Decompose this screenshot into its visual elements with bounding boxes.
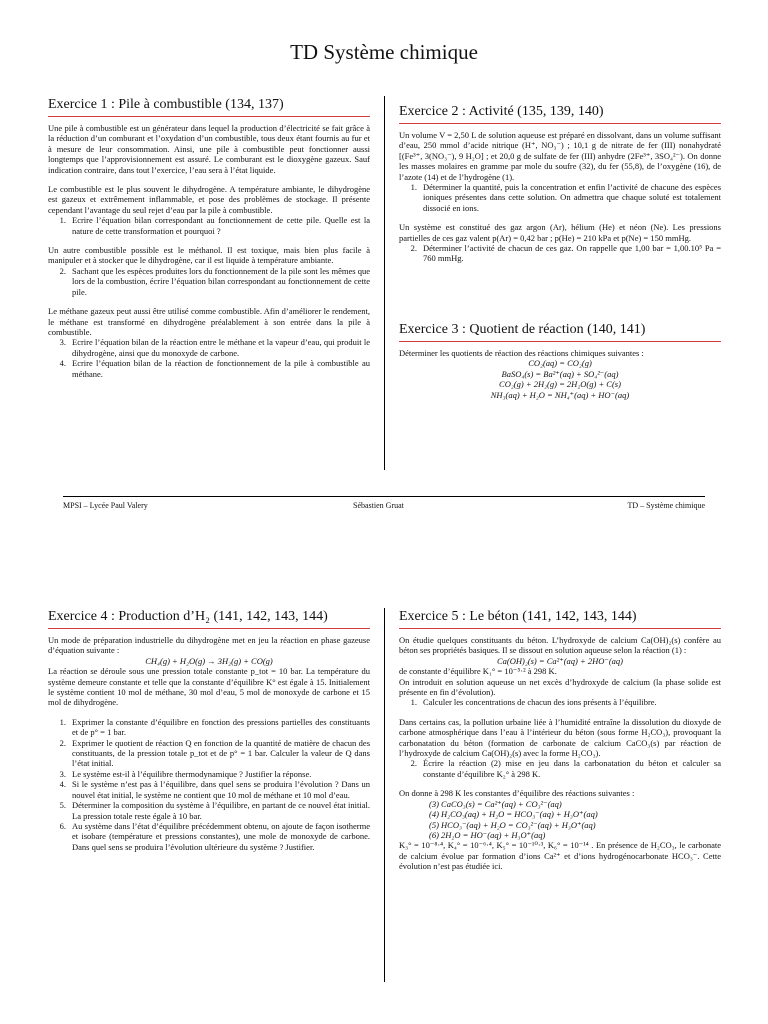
ex4-equation: CH₄(g) + H₂O(g) → 3H₂(g) + CO(g): [145, 655, 273, 666]
ex5-equation: Ca(OH)₂(s) = Ca²⁺(aq) + 2HO⁻(aq): [496, 655, 624, 666]
ex5-paragraph: On étudie quelques constituants du béton. L’hydroxyde de calcium Ca(OH)₂(s) confère au béton ses propriétés basiques. Il se dissout en solution aqueuse selon la réaction (1) :: [399, 635, 721, 656]
ex4-question: 5. Déterminer la composition du système à l’équilibre, en partant de ce nouvel état initial. La pression totale reste égale à 10 bar.: [59, 800, 370, 821]
footer-right: TD – Système chimique: [627, 501, 705, 510]
ex3-equation: BaSO₄(s) = Ba²⁺(aq) + SO₄²⁻(aq): [501, 368, 619, 379]
ex3-equation: NH₃(aq) + H₂O = NH₄⁺(aq) + HO⁻(aq): [490, 389, 630, 400]
ex1-paragraph: Le méthane gazeux peut aussi être utilisé comme combustible. Afin d’améliorer le rendement, le méthane est transformé en dihydrogène préalablement à son entrée dans la pile à combustible.: [48, 306, 370, 337]
ex5-reaction: (6) 2H₂O = HO⁻(aq) + H₃O⁺(aq): [429, 829, 546, 840]
exercise-5-heading: Exercice 5 : Le béton (141, 142, 143, 144): [399, 608, 721, 629]
ex1-question: 3. Ecrire l’équation bilan de la réaction entre le méthane et la vapeur d’eau, qui produit le dihydrogène, ainsi que du monoxyde de carbone.: [59, 337, 370, 358]
ex1-paragraph: Le combustible est le plus souvent le dihydrogène. A température ambiante, le dihydrogène est gazeux et extrêmement inflammable, et pose des problèmes de stockage. Il présente cependant l’avantage du seul rejet d’eau par la pile à combustible.: [48, 184, 370, 215]
ex1-question: 4. Ecrire l’équation bilan de la réaction de fonctionnement de la pile à combustible au méthane.: [59, 358, 370, 379]
page-footer: [63, 496, 705, 510]
ex1-question: 2. Sachant que les espèces produites lors du fonctionnement de la pile sont les mêmes que lors de la combustion, écrire l’équation bilan correspondant au fonctionnement de cette pile.: [59, 265, 370, 297]
ex5-paragraph: K₃° = 10⁻⁸·⁴, K₄° = 10⁻⁶·⁴, K₅° = 10⁻¹⁰·³, K₆° = 10⁻¹⁴ . En présence de H₂CO₃, le carbonate de calcium évolue par formation d’ions Ca²⁺ et d’ions hydrogénocarbonate HCO₃⁻. Cette évolution n’est pas étudiée ici.: [399, 840, 721, 872]
ex4-question: 1. Exprimer la constante d’équilibre en fonction des pressions partielles des constituants et de p° = 1 bar.: [59, 716, 370, 738]
ex5-question: 2. Écrire la réaction (2) mise en jeu dans la carbonatation du béton et calculer sa constante d’équilibre K₂° à 298 K.: [410, 758, 721, 779]
ex3-equation: CO₂(aq) = CO₂(g): [528, 358, 592, 369]
ex2-question: 1. Déterminer la quantité, puis la concentration et enfin l’activité de chacune des espèces ioniques présentes dans cette solution. On admettra que chaque soluté est totalement dissocié en ions.: [410, 182, 721, 213]
exercise-4-heading: Exercice 4 : Production d’H₂ (141, 142, 143, 144): [48, 608, 370, 629]
column-divider: [384, 96, 385, 470]
exercise-1-heading: Exercice 1 : Pile à combustible (134, 137): [48, 96, 370, 117]
exercise-5: [399, 608, 721, 872]
ex2-question: 2. Déterminer l’activité de chacun de ces gaz. On rappelle que 1,00 bar = 1,00.10⁵ Pa = 760 mmHg.: [410, 243, 721, 264]
exercise-1: [48, 96, 370, 379]
ex4-paragraph: Un mode de préparation industrielle du dihydrogène met en jeu la réaction en phase gazeuse d’équation suivante :: [48, 635, 370, 656]
ex4-question: 3. Le système est-il à l’équilibre thermodynamique ? Justifier la réponse.: [59, 768, 312, 779]
ex5-reaction: (3) CaCO₃(s) = Ca²⁺(aq) + CO₃²⁻(aq): [429, 798, 562, 809]
exercise-4: [48, 608, 370, 852]
ex4-question: 6. Au système dans l’état d’équilibre précédemment obtenu, on ajoute de façon isotherme et isobare (température et pressions constantes), une mole de monoxyde de carbone. Dans quel sens se produira l’évolution ultérieure du système ? Justifier.: [59, 820, 370, 852]
ex5-reaction: (5) HCO₃⁻(aq) + H₂O = CO₃²⁻(aq) + H₃O⁺(aq): [429, 819, 596, 830]
ex3-intro: Déterminer les quotients de réaction des réactions chimiques suivantes :: [399, 348, 644, 358]
ex5-paragraph: de constante d’équilibre K₁° = 10⁻⁵·² à 298 K.: [399, 666, 557, 677]
ex4-question: 2. Exprimer le quotient de réaction Q en fonction de la quantité de matière de chacun des constituants, de la pression totale p_tot et de p° = 1 bar. Calculer la valeur de Q dans l’état initial.: [59, 737, 370, 769]
ex5-paragraph: On donne à 298 K les constantes d’équilibre des réactions suivantes :: [399, 788, 635, 799]
footer-left: MPSI – Lycée Paul Valery: [63, 501, 148, 510]
ex2-paragraph: Un volume V = 2,50 L de solution aqueuse est préparé en dissolvant, dans un volume suffisant d’eau, 250 mmol d’acide nitrique (H⁺, NO₃⁻) ; 10,1 g de nitrate de fer (III) nonahydraté [(Fe³⁺, 3(NO₃⁻), 9 H₂O] ; et 20,0 g de sulfate de fer (III) anhydre (2Fe³⁺, 3SO₄²⁻). On donne les masses molaires en gramme par mole du soufre (32), du fer (55,8), de l’oxygène (16), de l’azote (14) et de l’hydrogène (1).: [399, 130, 721, 182]
ex5-reaction: (4) H₂CO₃(aq) + H₂O = HCO₃⁻(aq) + H₃O⁺(aq): [429, 809, 598, 820]
ex3-equation: CO₂(g) + 2H₂(g) = 2H₂O(g) + C(s): [499, 379, 621, 390]
page-title: TD Système chimique: [290, 40, 478, 64]
exercise-2-heading: Exercice 2 : Activité (135, 139, 140): [399, 103, 721, 124]
ex5-paragraph: Dans certains cas, la pollution urbaine liée à l’humidité entraîne la dissolution du dioxyde de carbone atmosphérique dans l’eau à l’intérieur du béton (sous forme H₂CO₃), provoquant la carbonatation du béton (formation de carbonate de calcium CaCO₃(s) par réaction de l’hydroxyde de calcium Ca(OH)₂(s) avec la forme H₂CO₃).: [399, 716, 721, 759]
ex4-question: 4. Si le système n’est pas à l’équilibre, dans quel sens se produira l’évolution ? Dans un nouvel état initial, le système ne contient que 10 mol de méthane et 10 mol d’eau.: [59, 779, 370, 800]
exercise-3-heading: Exercice 3 : Quotient de réaction (140, 141): [399, 321, 721, 342]
ex5-paragraph: On introduit en solution aqueuse un net excès d’hydroxyde de calcium (la phase solide est présente en fin d’évolution).: [399, 676, 721, 698]
ex1-paragraph: Une pile à combustible est un générateur dans lequel la production d’électricité se fait grâce à la réduction d’un comburant et l’oxydation d’un combustible, tous deux étant fournis au fur et à mesure de leur consommation. Ainsi, une pile à combustible peut fonctionner aussi longtemps que l’approvisionnement est assuré. Le comburant est le dioxygène gazeux. Sauf indication contraire, dans tout l’exercice, l’eau sera à l’état liquide.: [48, 123, 370, 175]
ex4-paragraph: La réaction se déroule sous une pression totale constante p_tot = 10 bar. La température du système demeure constante et telle que la constante d’équilibre K° est égale à 15. Initialement le système contient 10 mol de méthane, 30 mol d’eau, 5 mol de monoxyde de carbone et 15 mol de dihydrogène.: [48, 666, 370, 708]
ex5-question: 1. Calculer les concentrations de chacun des ions présents à l’équilibre.: [410, 697, 657, 708]
exercise-3: [399, 321, 721, 400]
exercise-2: [399, 103, 721, 264]
footer-center: Sébastien Gruat: [353, 501, 404, 510]
ex2-paragraph: Un système est constitué des gaz argon (Ar), hélium (He) et néon (Ne). Les pressions partielles de ces gaz valent p(Ar) = 0,42 bar ; p(He) = 210 kPa et p(Ne) = 150 mmHg.: [399, 222, 721, 243]
ex1-question: 1. Ecrire l’équation bilan correspondant au fonctionnement de cette pile. Quelle est la nature de cette transformation et pourquoi ?: [59, 215, 370, 236]
column-divider: [384, 608, 385, 982]
ex1-paragraph: Un autre combustible possible est le méthanol. Il est toxique, mais bien plus facile à manipuler et à stocker que le dihydrogène, car il est liquide à température ambiante.: [48, 245, 370, 266]
